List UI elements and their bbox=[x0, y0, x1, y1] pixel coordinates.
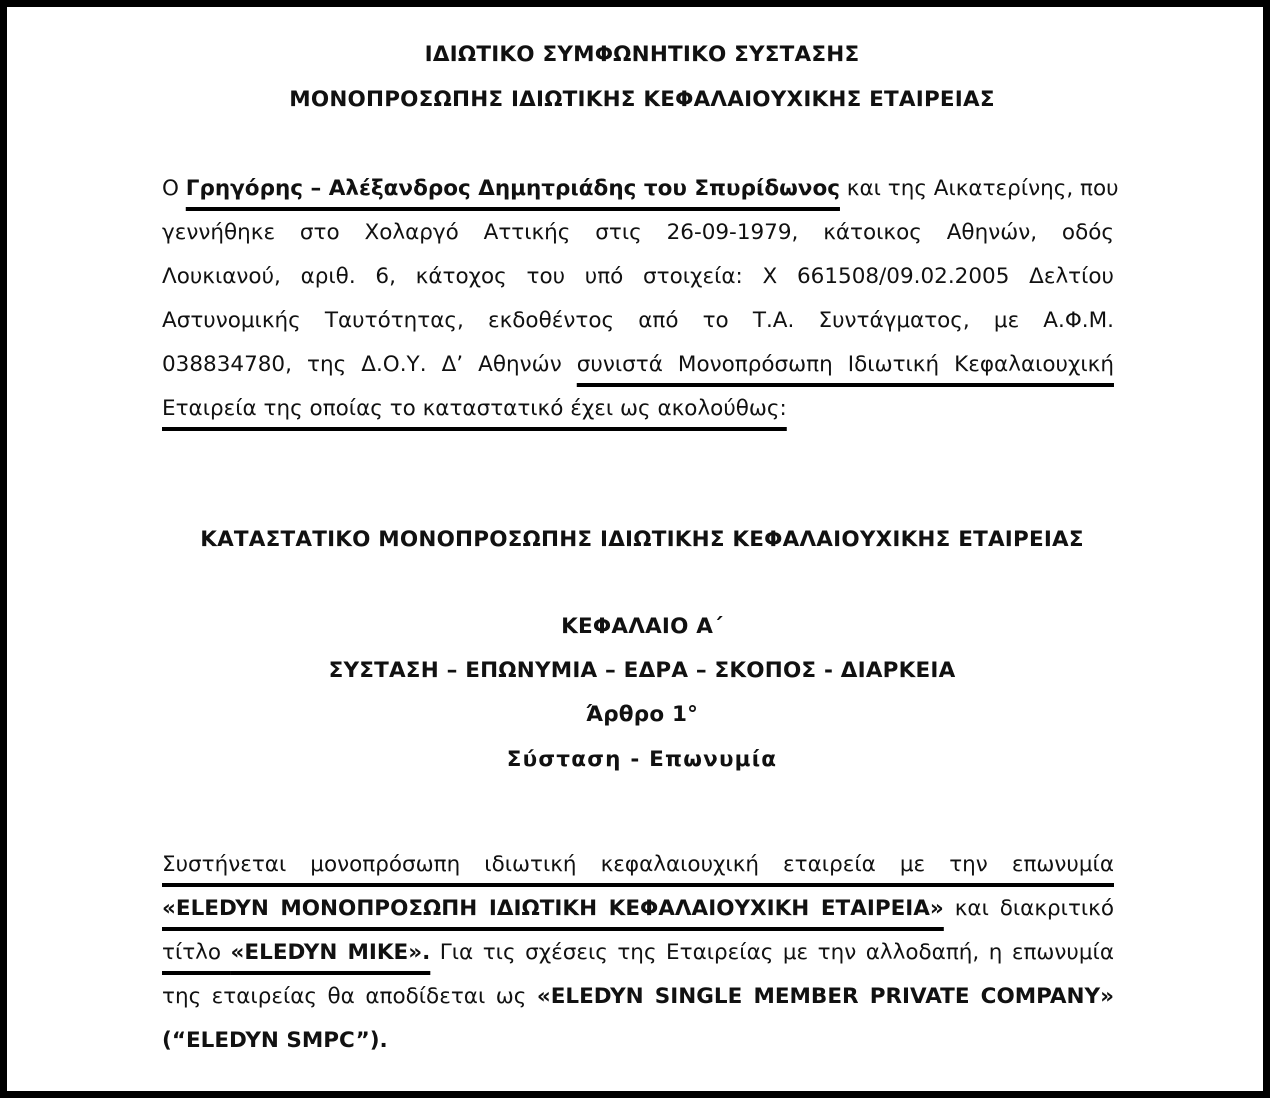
document-title-line2: ΜΟΝΟΠΡΟΣΩΠΗΣ ΙΔΙΩΤΙΚΗΣ ΚΕΦΑΛΑΙΟΥΧΙΚΗΣ ΕΤΑΙΡΕΙΑΣ bbox=[289, 87, 995, 112]
chapter-subtitle: ΣΥΣΤΑΣΗ – ΕΠΩΝΥΜΙΑ – ΕΔΡΑ – ΣΚΟΠΟΣ - ΔΙΑΡΚΕΙΑ bbox=[328, 658, 956, 683]
article1-line-2: «ELEDYN ΜΟΝΟΠΡΟΣΩΠΗ ΙΔΙΩΤΙΚΗ ΚΕΦΑΛΑΙΟΥΧΙΚΗ ΕΤΑΙΡΕΙΑ» και διακριτικό bbox=[162, 896, 1114, 921]
company-name: «ELEDYN ΜΟΝΟΠΡΟΣΩΠΗ ΙΔΙΩΤΙΚΗ ΚΕΦΑΛΑΙΟΥΧΙΚΗ ΕΤΑΙΡΕΙΑ» bbox=[162, 896, 944, 921]
intro-line-4: Αστυνομικής Ταυτότητας, εκδοθέντος από το Τ.Α. Συντάγματος, με Α.Φ.Μ. bbox=[162, 308, 1114, 333]
founder-name: Γρηγόρης – Αλέξανδρος Δημητριάδης του Σπυρίδωνος bbox=[185, 176, 840, 201]
intro-line-6: Εταιρεία της οποίας το καταστατικό έχει ως ακολούθως: bbox=[162, 396, 787, 421]
article1-line-5 bbox=[162, 1019, 1114, 1063]
chapter-heading: ΚΕΦΑΛΑΙΟ Α΄ bbox=[561, 614, 723, 639]
article1-paragraph bbox=[162, 843, 1114, 1063]
article-title: Σύσταση - Επωνυμία bbox=[506, 747, 778, 772]
document-title-line1: ΙΔΙΩΤΙΚΟ ΣΥΜΦΩΝΗΤΙΚΟ ΣΥΣΤΑΣΗΣ bbox=[424, 42, 860, 67]
article-heading: Άρθρο 1° bbox=[585, 702, 699, 727]
statute-title: ΚΑΤΑΣΤΑΤΙΚΟ ΜΟΝΟΠΡΟΣΩΠΗΣ ΙΔΙΩΤΙΚΗΣ ΚΕΦΑΛΑΙΟΥΧΙΚΗΣ ΕΤΑΙΡΕΙΑΣ bbox=[200, 527, 1084, 552]
foreign-short-name: (“ELEDYN SMPC”). bbox=[162, 1028, 388, 1053]
article1-line-4: της εταιρείας θα αποδίδεται ως «ELEDYN SINGLE MEMBER PRIVATE COMPANY» bbox=[162, 984, 1114, 1009]
article1-line-1: Συστήνεται μονοπρόσωπη ιδιωτική κεφαλαιουχική εταιρεία με την επωνυμία bbox=[162, 852, 1114, 877]
intro-line-1: Ο Γρηγόρης – Αλέξανδρος Δημητριάδης του Σπυρίδωνος και της Αικατερίνης, που bbox=[162, 176, 1119, 201]
article1-line-3: τίτλο «ELEDYN MIKE». Για τις σχέσεις της Εταιρείας με την αλλοδαπή, η επωνυμία bbox=[162, 940, 1114, 965]
intro-line-5: 038834780, της Δ.Ο.Υ. Δ’ Αθηνών συνιστά Μονοπρόσωπη Ιδιωτική Κεφαλαιουχική bbox=[162, 352, 1114, 377]
foreign-name: «ELEDYN SINGLE MEMBER PRIVATE COMPANY» bbox=[536, 984, 1114, 1009]
intro-line-3: Λουκιανού, αριθ. 6, κάτοχος του υπό στοιχεία: Χ 661508/09.02.2005 Δελτίου bbox=[162, 264, 1114, 289]
intro-paragraph bbox=[162, 167, 1119, 431]
distinctive-title: «ELEDYN MIKE». bbox=[230, 940, 431, 965]
intro-line-2: γεννήθηκε στο Χολαργό Αττικής στις 26-09-1979, κάτοικος Αθηνών, οδός bbox=[162, 220, 1114, 245]
